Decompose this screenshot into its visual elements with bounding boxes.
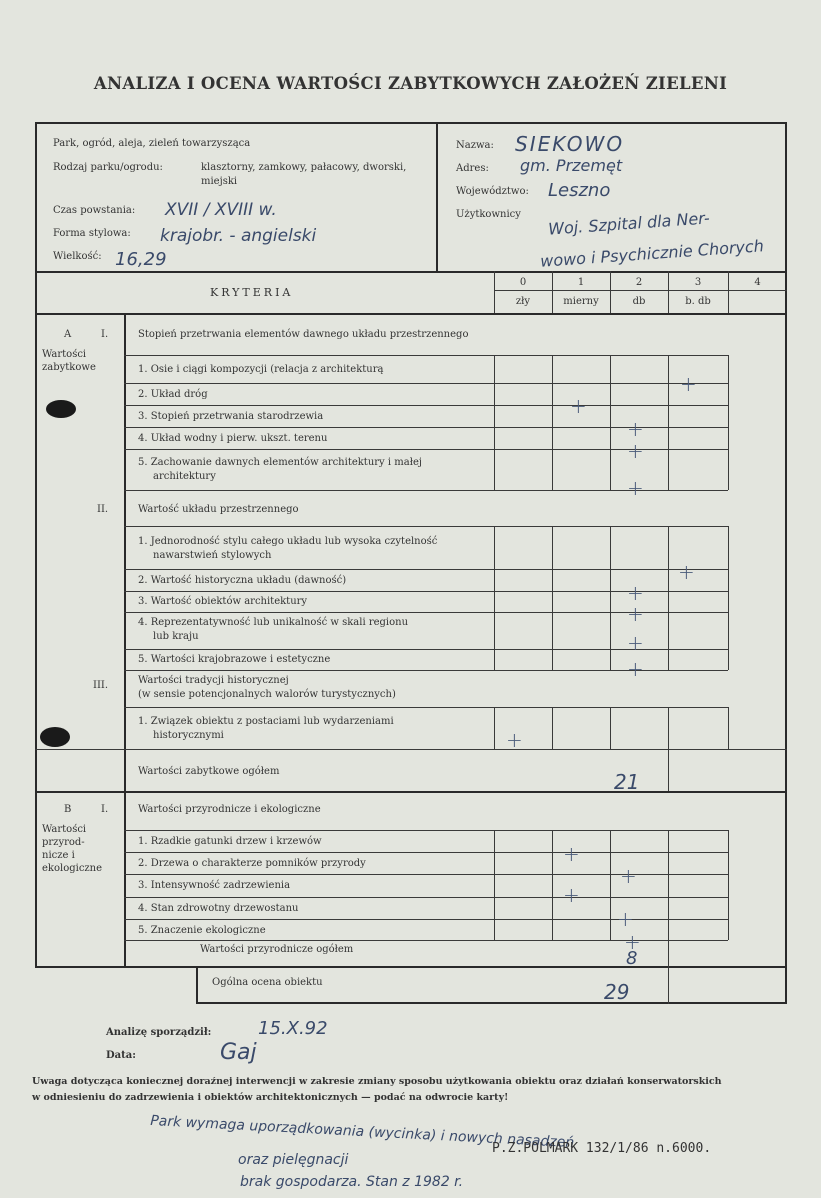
grade-col-line bbox=[610, 355, 611, 490]
criterion-row-cont: architektury bbox=[153, 471, 216, 482]
ink-blot bbox=[40, 727, 70, 747]
section-b-numeral: I. bbox=[101, 804, 109, 815]
row-line bbox=[124, 874, 728, 875]
score-1: 1 bbox=[577, 277, 585, 288]
score-mark: + bbox=[627, 476, 644, 500]
section-a-i-title-line bbox=[124, 355, 728, 356]
section-a-numeral: I. bbox=[101, 329, 109, 340]
notice-line-2: w odniesieniu do zadrzewienia i obiektów architektonicznych — podać na odwrocie karty! bbox=[32, 1092, 509, 1103]
criterion-row: 2. Układ dróg bbox=[138, 389, 208, 400]
style-form-label: Forma stylowa: bbox=[53, 228, 131, 239]
grade-col-line bbox=[494, 707, 495, 749]
score-mark: + bbox=[680, 372, 697, 396]
grade-col-line bbox=[668, 355, 669, 490]
park-kind-label: Rodzaj parku/ogrodu: bbox=[53, 162, 163, 173]
section-b-name-2: przyrod- bbox=[42, 837, 85, 848]
criterion-row: 2. Wartość historyczna układu (dawność) bbox=[138, 575, 347, 586]
size-value: 16,29 bbox=[115, 249, 167, 270]
grade-col-line bbox=[610, 707, 611, 749]
row-line bbox=[124, 405, 728, 406]
grade-2: db bbox=[632, 296, 646, 307]
nature-total-divider bbox=[668, 940, 669, 968]
page-title: ANALIZA I OCENA WARTOŚCI ZABYTKOWYCH ZAŁOŻEŃ ZIELENI bbox=[93, 74, 728, 93]
nature-total-label: Wartości przyrodnicze ogółem bbox=[200, 944, 354, 955]
score-mark: + bbox=[617, 907, 634, 931]
grade-3: b. db bbox=[685, 296, 711, 307]
score-mark: + bbox=[678, 560, 695, 584]
notice-line-1: Uwaga dotycząca koniecznej doraźnej interwencji w zakresie zmiany sposobu użytkowania obiektu oraz działań konserwatorskich bbox=[32, 1076, 722, 1087]
criterion-row: 5. Zachowanie dawnych elementów architektury i małej bbox=[138, 457, 422, 468]
grade-col-line bbox=[552, 526, 553, 670]
score-mark: + bbox=[627, 417, 644, 441]
score-mark: + bbox=[563, 842, 580, 866]
park-kind-options: klasztorny, zamkowy, pałacowy, dworski, bbox=[201, 162, 407, 173]
grade-col-line bbox=[668, 707, 669, 749]
section-a-iii-title: Wartości tradycji historycznej bbox=[138, 675, 289, 686]
score-mark: + bbox=[627, 581, 644, 605]
score-mark: + bbox=[570, 394, 587, 418]
grade-col-line bbox=[728, 355, 729, 490]
grade-col-line bbox=[552, 355, 553, 490]
grade-col-line bbox=[494, 355, 495, 490]
score-mark: + bbox=[627, 631, 644, 655]
row-line bbox=[124, 383, 728, 384]
grade-col-line bbox=[668, 830, 669, 940]
section-a-ii-title: Wartość układu przestrzennego bbox=[138, 504, 299, 515]
section-a-letter: A bbox=[64, 329, 72, 340]
heritage-total-value: 21 bbox=[614, 770, 640, 794]
row-line bbox=[124, 830, 728, 831]
users-value-1: Woj. Szpital dla Ner- bbox=[547, 208, 711, 239]
row-line bbox=[124, 569, 728, 570]
section-a-i-title: Stopień przetrwania elementów dawnego układu przestrzennego bbox=[138, 329, 469, 340]
score-mark: + bbox=[627, 657, 644, 681]
handwritten-note-2: oraz pielęgnacji bbox=[238, 1152, 349, 1168]
score-mark: + bbox=[624, 930, 641, 954]
row-line bbox=[124, 897, 728, 898]
grade-col-line bbox=[610, 526, 611, 670]
section-a-iii-numeral: III. bbox=[93, 680, 109, 691]
voivodeship-label: Województwo: bbox=[456, 186, 529, 197]
criterion-row: 4. Reprezentatywność lub unikalność w skali regionu bbox=[138, 617, 409, 628]
print-code: P.Z.POLMARK 132/1/86 n.6000. bbox=[492, 1141, 712, 1156]
name-value: SIEKOWO bbox=[515, 132, 625, 156]
ink-blot bbox=[46, 400, 76, 418]
criterion-row: 2. Drzewa o charakterze pomników przyrody bbox=[138, 858, 366, 869]
criterion-row: 5. Znaczenie ekologiczne bbox=[138, 925, 266, 936]
row-line bbox=[35, 749, 787, 750]
grade-col-line bbox=[668, 526, 669, 670]
section-a-ii-numeral: II. bbox=[97, 504, 109, 515]
grade-1: mierny bbox=[563, 296, 599, 307]
score-mark: + bbox=[563, 883, 580, 907]
grade-col-line bbox=[728, 830, 729, 940]
left-column-line bbox=[124, 313, 126, 968]
row-line bbox=[124, 707, 728, 708]
grade-col-line bbox=[728, 707, 729, 749]
section-b-name-3: nicze i bbox=[42, 850, 75, 861]
grade-col-line bbox=[728, 526, 729, 670]
criterion-row: 1. Osie i ciągi kompozycji (relacja z architekturą bbox=[138, 364, 384, 375]
score-mark: + bbox=[506, 728, 523, 752]
address-label: Adres: bbox=[456, 163, 489, 174]
overall-divider bbox=[668, 966, 669, 1004]
score-2: 2 bbox=[635, 277, 643, 288]
criterion-row: 4. Stan zdrowotny drzewostanu bbox=[138, 903, 299, 914]
signature: Gaj bbox=[220, 1040, 257, 1065]
header-divider bbox=[436, 122, 438, 272]
nature-total-value: 8 bbox=[626, 948, 638, 969]
handwritten-note-1: Park wymaga uporządkowania (wycinka) i nowych nasadzeń bbox=[149, 1112, 575, 1152]
creation-time-value: XVII / XVIII w. bbox=[165, 200, 277, 220]
row-line bbox=[124, 526, 728, 527]
grade-col-line bbox=[494, 830, 495, 940]
criterion-row: 5. Wartości krajobrazowe i estetyczne bbox=[138, 654, 331, 665]
grade-0: zły bbox=[515, 296, 531, 307]
voivodeship-value: Leszno bbox=[548, 180, 611, 201]
grade-col-line bbox=[494, 526, 495, 670]
section-divider bbox=[35, 791, 787, 793]
criterion-row: 3. Wartość obiektów architektury bbox=[138, 596, 308, 607]
score-3: 3 bbox=[694, 277, 702, 288]
score-4: 4 bbox=[754, 277, 761, 288]
criterion-row-cont: nawarstwień stylowych bbox=[153, 550, 272, 561]
row-line bbox=[124, 852, 728, 853]
grade-col-line bbox=[610, 830, 611, 940]
criteria-heading: KRYTERIA bbox=[210, 286, 294, 299]
grade-col-line bbox=[552, 707, 553, 749]
criterion-row: 3. Intensywność zadrzewienia bbox=[138, 880, 291, 891]
overall-label: Ogólna ocena obiektu bbox=[212, 977, 323, 988]
section-b-letter: B bbox=[64, 804, 72, 815]
park-type-label: Park, ogród, aleja, zieleń towarzysząca bbox=[53, 138, 251, 149]
grade-col-line bbox=[552, 830, 553, 940]
style-form-value: krajobr. - angielski bbox=[160, 226, 317, 246]
prepared-by-label: Analizę sporządził: bbox=[106, 1027, 212, 1038]
heritage-total-divider bbox=[668, 749, 669, 791]
criterion-row: 1. Związek obiektu z postaciami lub wydarzeniami bbox=[138, 716, 394, 727]
score-0: 0 bbox=[519, 277, 527, 288]
park-kind-options-2: miejski bbox=[201, 176, 238, 187]
name-label: Nazwa: bbox=[456, 140, 494, 151]
header-bottom-line bbox=[35, 271, 787, 273]
criterion-row: 1. Rzadkie gatunki drzew i krzewów bbox=[138, 836, 322, 847]
section-b-name-4: ekologiczne bbox=[42, 863, 103, 874]
creation-time-label: Czas powstania: bbox=[53, 205, 136, 216]
prepared-by-value: 15.X.92 bbox=[258, 1018, 328, 1039]
criterion-row-cont: lub kraju bbox=[153, 631, 199, 642]
row-line bbox=[124, 919, 728, 920]
date-label: Data: bbox=[106, 1050, 136, 1061]
score-mark: + bbox=[620, 864, 637, 888]
overall-value: 29 bbox=[604, 980, 630, 1004]
heritage-total-label: Wartości zabytkowe ogółem bbox=[138, 766, 280, 777]
section-b-name-1: Wartości bbox=[42, 824, 87, 835]
criterion-row: 3. Stopień przetrwania starodrzewia bbox=[138, 411, 324, 422]
section-b-title: Wartości przyrodnicze i ekologiczne bbox=[138, 804, 321, 815]
criterion-row-cont: historycznymi bbox=[153, 730, 224, 741]
criteria-bottom-line bbox=[35, 313, 787, 315]
section-a-iii-subtitle: (w sensie potencjonalnych walorów turystycznych) bbox=[138, 689, 396, 700]
users-label: Użytkownicy bbox=[456, 209, 521, 220]
handwritten-note-3: brak gospodarza. Stan z 1982 r. bbox=[240, 1174, 464, 1190]
criterion-row: 1. Jednorodność stylu całego układu lub wysoka czytelność bbox=[138, 536, 438, 547]
score-mark: + bbox=[627, 602, 644, 626]
address-value: gm. Przemęt bbox=[520, 156, 623, 175]
section-a-name: Wartości zabytkowe bbox=[42, 349, 96, 373]
criterion-row: 4. Układ wodny i pierw. ukszt. terenu bbox=[138, 433, 328, 444]
score-mark: + bbox=[627, 439, 644, 463]
users-value-2: wowo i Psychicznie Chorych bbox=[539, 236, 765, 271]
size-label: Wielkość: bbox=[53, 251, 102, 262]
criteria-sub-line bbox=[494, 290, 787, 291]
